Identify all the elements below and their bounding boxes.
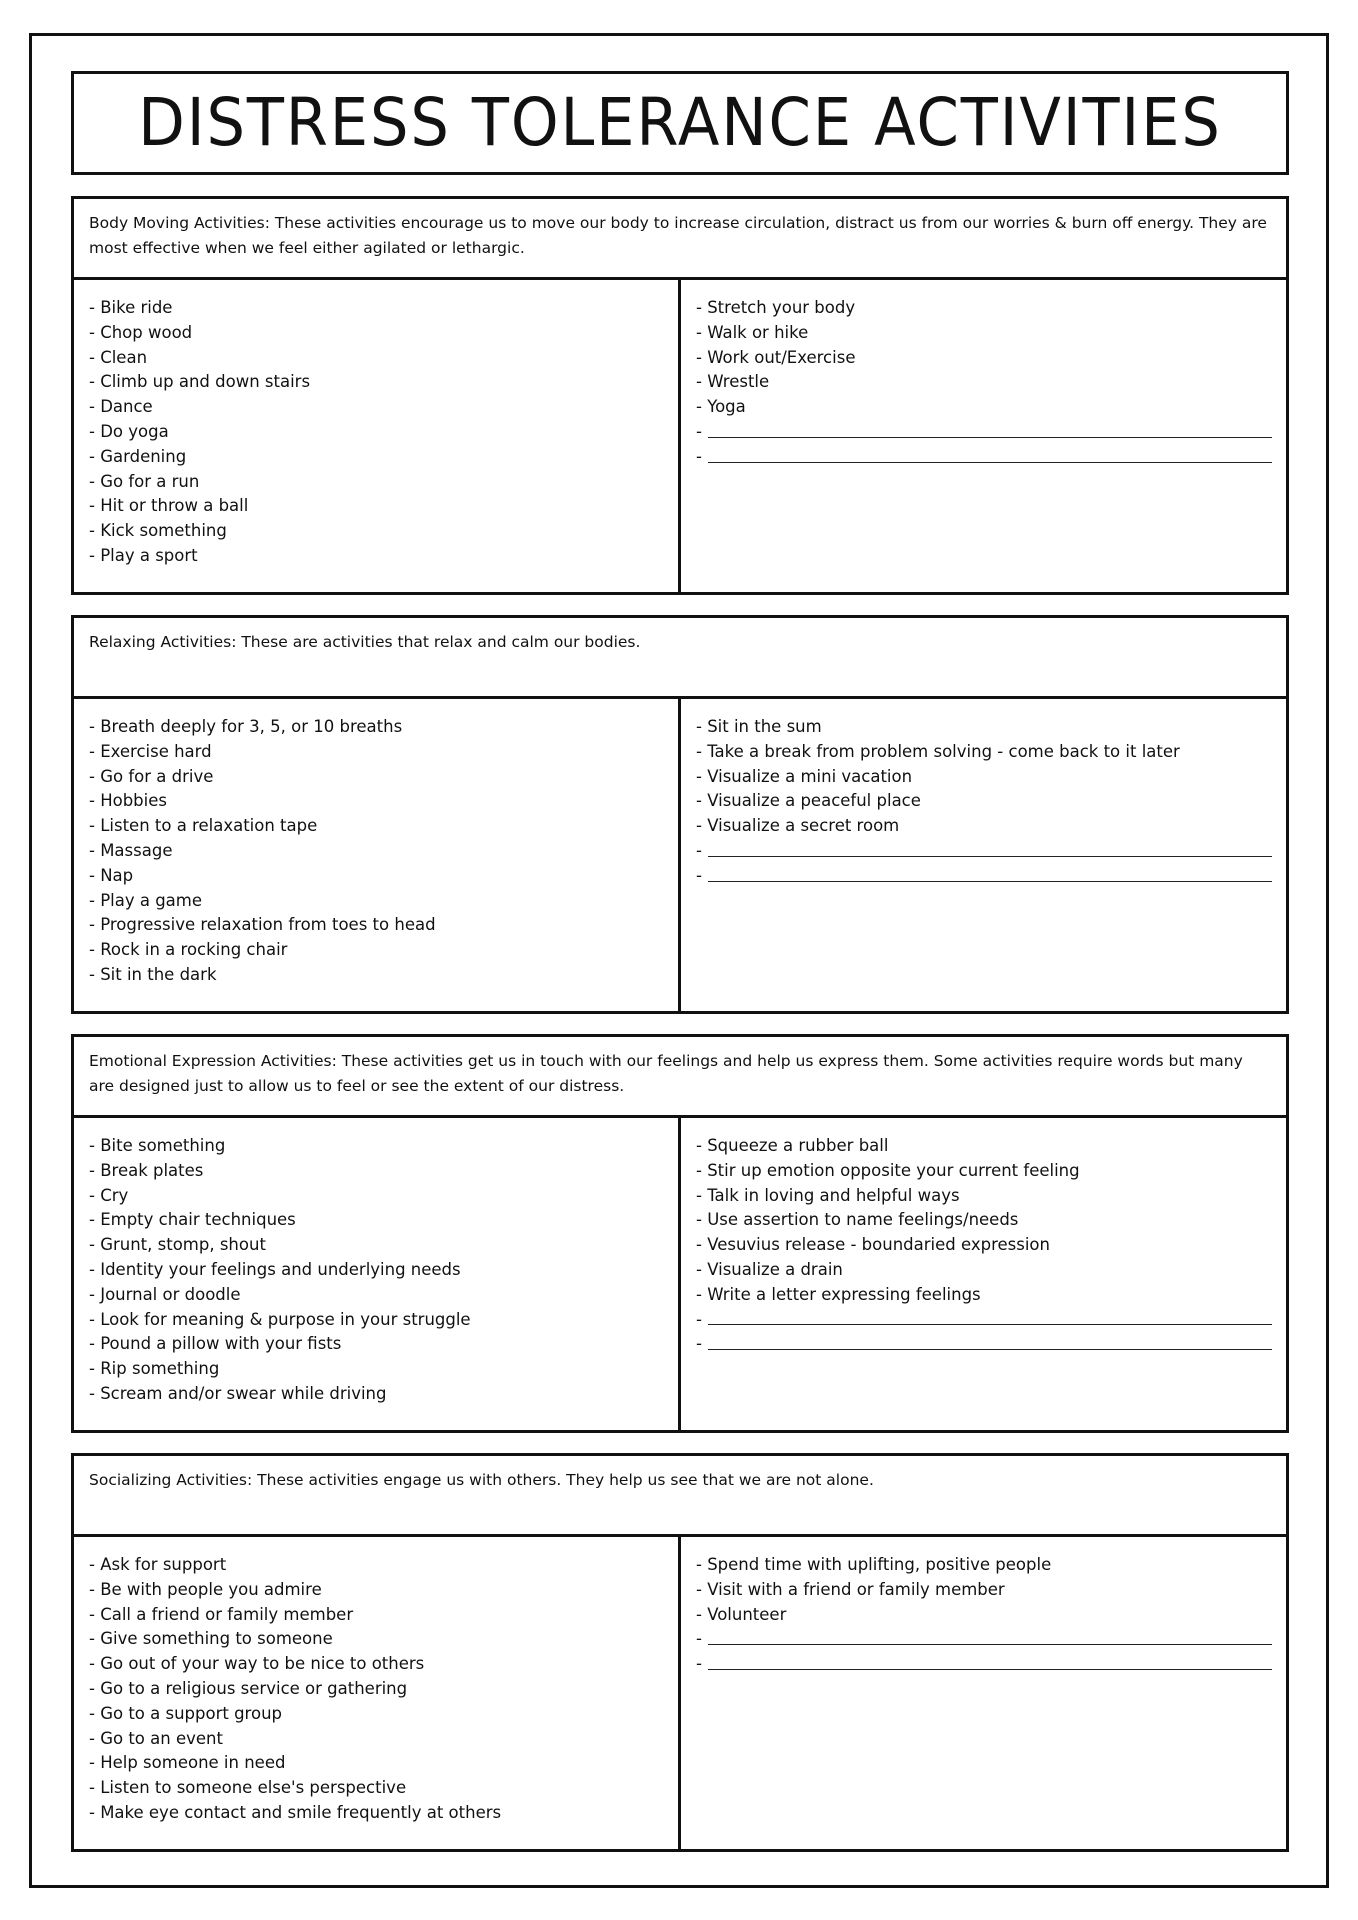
list-item: - Rip something bbox=[89, 1359, 220, 1379]
list-item: - Chop wood bbox=[89, 322, 193, 342]
list-item: - Bite something bbox=[89, 1136, 226, 1155]
section-description: Socializing Activities: These activities engage us with others. They help us see that we are not alone. bbox=[74, 1456, 1286, 1537]
blank-fill-line[interactable] bbox=[696, 1332, 1272, 1357]
blank-line-rule bbox=[708, 437, 1272, 438]
list-item: - Go to a religious service or gathering bbox=[89, 1678, 408, 1698]
list-item: - Give something to someone bbox=[89, 1629, 333, 1649]
list-item: - Sit in the dark bbox=[89, 964, 217, 984]
blank-line-rule bbox=[708, 856, 1272, 857]
list-item: - Do yoga bbox=[89, 421, 169, 441]
list-item: - Work out/Exercise bbox=[696, 347, 856, 367]
right-column bbox=[681, 699, 1286, 1011]
section-description: Body Moving Activities: These activities encourage us to move our body to increase circulation, distract us from our worries & burn off energy. They are most effective when we feel either agilated or lethargic. bbox=[74, 199, 1286, 280]
list-item: - Call a friend or family member bbox=[89, 1604, 354, 1624]
list-item: - Identity your feelings and underlying needs bbox=[89, 1259, 461, 1279]
list-item: - Cry bbox=[89, 1185, 129, 1205]
list-item: - Visualize a secret room bbox=[696, 816, 900, 836]
list-item: - Visit with a friend or family member bbox=[696, 1579, 1005, 1599]
list-item: - Yoga bbox=[696, 397, 746, 417]
left-column bbox=[74, 1537, 681, 1849]
list-item: - Go for a run bbox=[89, 471, 200, 491]
blank-line-dash: - bbox=[696, 421, 702, 441]
list-item: - Visualize a peaceful place bbox=[696, 791, 921, 811]
title-box bbox=[71, 71, 1289, 175]
list-item: - Help someone in need bbox=[89, 1753, 286, 1773]
left-column bbox=[74, 699, 681, 1011]
blank-line-rule bbox=[708, 881, 1272, 882]
list-item: - Kick something bbox=[89, 521, 227, 541]
list-item: - Rock in a rocking chair bbox=[89, 940, 288, 960]
blank-line-rule bbox=[708, 1669, 1272, 1670]
list-item: - Nap bbox=[89, 865, 134, 885]
list-item: - Play a game bbox=[89, 890, 203, 910]
list-item: - Listen to someone else's perspective bbox=[89, 1778, 407, 1798]
blank-line-rule bbox=[708, 1324, 1272, 1325]
section-relaxing bbox=[71, 615, 1289, 1014]
blank-fill-line[interactable] bbox=[696, 1652, 1272, 1677]
activity-list bbox=[89, 296, 664, 569]
list-item: - Clean bbox=[89, 347, 148, 367]
list-item: - Make eye contact and smile frequently at others bbox=[89, 1802, 502, 1822]
activity-list bbox=[89, 1553, 664, 1826]
left-column bbox=[74, 1118, 681, 1430]
blank-fill-line[interactable] bbox=[696, 1627, 1272, 1652]
list-item: - Ask for support bbox=[89, 1555, 227, 1574]
list-item: - Vesuvius release - boundaried expression bbox=[696, 1235, 1050, 1255]
section-socializing bbox=[71, 1453, 1289, 1852]
right-column bbox=[681, 1537, 1286, 1849]
list-item: - Stir up emotion opposite your current feeling bbox=[696, 1160, 1080, 1180]
left-column bbox=[74, 280, 681, 592]
list-item: - Walk or hike bbox=[696, 322, 809, 342]
blank-line-rule bbox=[708, 1644, 1272, 1645]
list-item: - Empty chair techniques bbox=[89, 1210, 296, 1230]
list-item: - Break plates bbox=[89, 1160, 204, 1180]
list-item: - Pound a pillow with your fists bbox=[89, 1334, 342, 1354]
blank-line-dash: - bbox=[696, 1654, 702, 1674]
list-item: - Dance bbox=[89, 397, 153, 417]
list-item: - Volunteer bbox=[696, 1604, 787, 1624]
blank-fill-line[interactable] bbox=[696, 839, 1272, 864]
list-item: - Progressive relaxation from toes to head bbox=[89, 915, 436, 935]
list-item: - Take a break from problem solving - come back to it later bbox=[696, 741, 1180, 761]
list-item: - Write a letter expressing feelings bbox=[696, 1284, 981, 1304]
list-item: - Stretch your body bbox=[696, 298, 856, 317]
blank-line-dash: - bbox=[696, 1334, 702, 1354]
list-item: - Visualize a drain bbox=[696, 1259, 843, 1279]
activity-list bbox=[89, 715, 664, 988]
list-item: - Breath deeply for 3, 5, or 10 breaths bbox=[89, 717, 403, 736]
list-item: - Go for a drive bbox=[89, 766, 214, 786]
blank-line-dash: - bbox=[696, 1309, 702, 1329]
list-item: - Wrestle bbox=[696, 372, 770, 392]
blank-fill-line[interactable] bbox=[696, 864, 1272, 889]
blank-line-dash: - bbox=[696, 840, 702, 860]
list-item: - Scream and/or swear while driving bbox=[89, 1383, 387, 1403]
page-title: DISTRESS TOLERANCE ACTIVITIES bbox=[138, 84, 1222, 161]
list-item: - Hit or throw a ball bbox=[89, 496, 249, 516]
list-item: - Journal or doodle bbox=[89, 1284, 241, 1304]
activity-list bbox=[696, 1553, 1272, 1677]
list-item: - Go out of your way to be nice to others bbox=[89, 1654, 425, 1674]
blank-fill-line[interactable] bbox=[696, 420, 1272, 445]
list-item: - Bike ride bbox=[89, 298, 173, 317]
list-item: - Spend time with uplifting, positive people bbox=[696, 1555, 1052, 1574]
list-item: - Grunt, stomp, shout bbox=[89, 1235, 266, 1255]
list-item: - Exercise hard bbox=[89, 741, 212, 761]
list-item: - Squeeze a rubber ball bbox=[696, 1136, 889, 1155]
blank-line-rule bbox=[708, 462, 1272, 463]
activity-list bbox=[696, 715, 1272, 889]
section-emotional-expression bbox=[71, 1034, 1289, 1433]
list-item: - Listen to a relaxation tape bbox=[89, 816, 318, 836]
section-description: Relaxing Activities: These are activities that relax and calm our bodies. bbox=[74, 618, 1286, 699]
section-body-moving bbox=[71, 196, 1289, 595]
blank-line-dash: - bbox=[696, 865, 702, 885]
blank-fill-line[interactable] bbox=[696, 1308, 1272, 1333]
list-item: - Use assertion to name feelings/needs bbox=[696, 1210, 1019, 1230]
blank-line-dash: - bbox=[696, 446, 702, 466]
activity-list bbox=[89, 1134, 664, 1407]
list-item: - Be with people you admire bbox=[89, 1579, 322, 1599]
list-item: - Talk in loving and helpful ways bbox=[696, 1185, 960, 1205]
list-item: - Hobbies bbox=[89, 791, 167, 811]
blank-fill-line[interactable] bbox=[696, 445, 1272, 470]
blank-line-rule bbox=[708, 1349, 1272, 1350]
list-item: - Sit in the sum bbox=[696, 717, 822, 736]
list-item: - Massage bbox=[89, 840, 173, 860]
activity-list bbox=[696, 1134, 1272, 1357]
list-item: - Climb up and down stairs bbox=[89, 372, 311, 392]
list-item: - Look for meaning & purpose in your struggle bbox=[89, 1309, 471, 1329]
blank-line-dash: - bbox=[696, 1629, 702, 1649]
right-column bbox=[681, 280, 1286, 592]
list-item: - Gardening bbox=[89, 446, 187, 466]
list-item: - Visualize a mini vacation bbox=[696, 766, 913, 786]
right-column bbox=[681, 1118, 1286, 1430]
list-item: - Go to an event bbox=[89, 1728, 223, 1748]
activity-list bbox=[696, 296, 1272, 470]
list-item: - Play a sport bbox=[89, 545, 198, 565]
list-item: - Go to a support group bbox=[89, 1703, 283, 1723]
section-description: Emotional Expression Activities: These activities get us in touch with our feelings and help us express them. Some activities require words but many are designed just to allow us to feel or see the extent of our distress. bbox=[74, 1037, 1286, 1118]
